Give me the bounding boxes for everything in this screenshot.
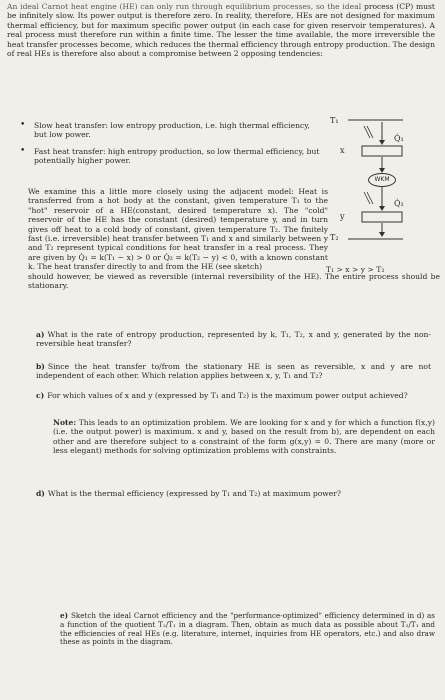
- question-d: [36, 489, 431, 498]
- question-b: [36, 362, 431, 381]
- model-paragraph-continued: should however, be viewed as reversible (internal reversibility of the HE). The entire process should be stationary.: [28, 272, 440, 291]
- intro-paragraph: [7, 2, 435, 58]
- temperature-inequality: T₁ > x > y > T₂: [326, 265, 385, 274]
- question-label: a): [36, 330, 45, 339]
- label-q1: Q̇₁: [394, 134, 404, 143]
- question-text: What is the thermal efficiency (expressed by T₁ and T₂) at maximum power?: [47, 489, 341, 498]
- note-label: Note:: [53, 418, 77, 427]
- optimization-note: [53, 418, 435, 456]
- tendency-list: [20, 121, 325, 173]
- note-text: This leads to an optimization problem. We are looking for x and y for which a function f(x,y) (i.e. the output power) is maximum. x and y, based on the result from b), are dependent on each other and are therefore subject to a constraint of the form g(x,y) = 0. There are many (more or less elegant) methods for solving optimization problems with constraints.: [53, 418, 435, 456]
- heat-engine-diagram: [318, 112, 438, 282]
- question-text: Since the heat transfer to/from the stationary HE is seen as reversible, x and y are not independent of each other. Which relation applies between x, y, T₁ and T₂?: [36, 362, 431, 381]
- question-c: [36, 391, 431, 400]
- question-text: What is the rate of entropy production, represented by k, T₁, T₂, x and y, generated by the non-reversible heat transfer?: [36, 330, 431, 349]
- question-e: [60, 612, 435, 647]
- question-text: For which values of x and y (expressed by T₁ and T₂) is the maximum power output achieved?: [47, 391, 408, 400]
- label-t2: T₂: [330, 233, 339, 242]
- label-q2: Q̇₂: [394, 199, 404, 208]
- list-item: • Slow heat transfer: low entropy production, i.e. high thermal efficiency, but low power.: [20, 121, 325, 140]
- model-paragraph: We examine this a little more closely using the adjacent model: Heat is transferred from a hot body at the constant, given temperature T₁ to the "hot" reservoir of a HE(constant, desired temperature x). The "cold" reservoir of the HE has the constant (desired) temperature y, and in turn gives off heat to a cold body of constant, given temperature T₂. The finitely fast (i.e. irreversible) heat transfer between T₁ and x and similarly between y and T₂ represent typical conditions for heat transfer in a real process. They are given by Q̇₁ = k(T₁ − x) > 0 or Q̇₂ = k(T₂ − y) < 0, with a known constant k. The heat transfer directly to and from the HE (see sketch): [28, 187, 328, 272]
- question-label: b): [36, 362, 45, 371]
- label-y: y: [340, 212, 345, 221]
- label-x: x: [340, 146, 345, 155]
- question-a: [36, 330, 431, 349]
- question-text: Sketch the ideal Carnot efficiency and the "performance-optimized" efficiency determined in d) as a function of the quotient T₂/T₁ in a diagram. Then, obtain as much data as possible about T₂/T₁ and the efficiencies of real HEs (e.g. literature, internet, inquiries from HE operators, etc.) and also draw these as points in the diagram.: [60, 611, 435, 647]
- diagram-lines: [318, 112, 438, 282]
- label-t1: T₁: [330, 116, 339, 125]
- intro-body: process (CP) must be infinitely slow. Its power output is therefore zero. In reality, therefore, HEs are not designed for maximum thermal efficiency, but for maximum specific power output (in each case for given reservoir temperatures). A real process must therefore run within a finite time. The lesser the time available, the more irreversible the heat transfer processes become, which reduces the thermal efficiency through entropy production. The design of real HEs is therefore also about a compromise between 2 opposing tendencies:: [7, 2, 435, 59]
- question-label: c): [36, 391, 45, 400]
- question-label: d): [36, 489, 45, 498]
- heat-engine-symbol: WKM: [368, 173, 396, 187]
- list-item: • Fast heat transfer: high entropy production, so low thermal efficiency, but potentially higher power.: [20, 147, 325, 166]
- intro-first-line: An ideal Carnot heat engine (HE) can only run through equilibrium processes, so the ideal: [7, 2, 362, 11]
- question-label: e): [60, 611, 68, 620]
